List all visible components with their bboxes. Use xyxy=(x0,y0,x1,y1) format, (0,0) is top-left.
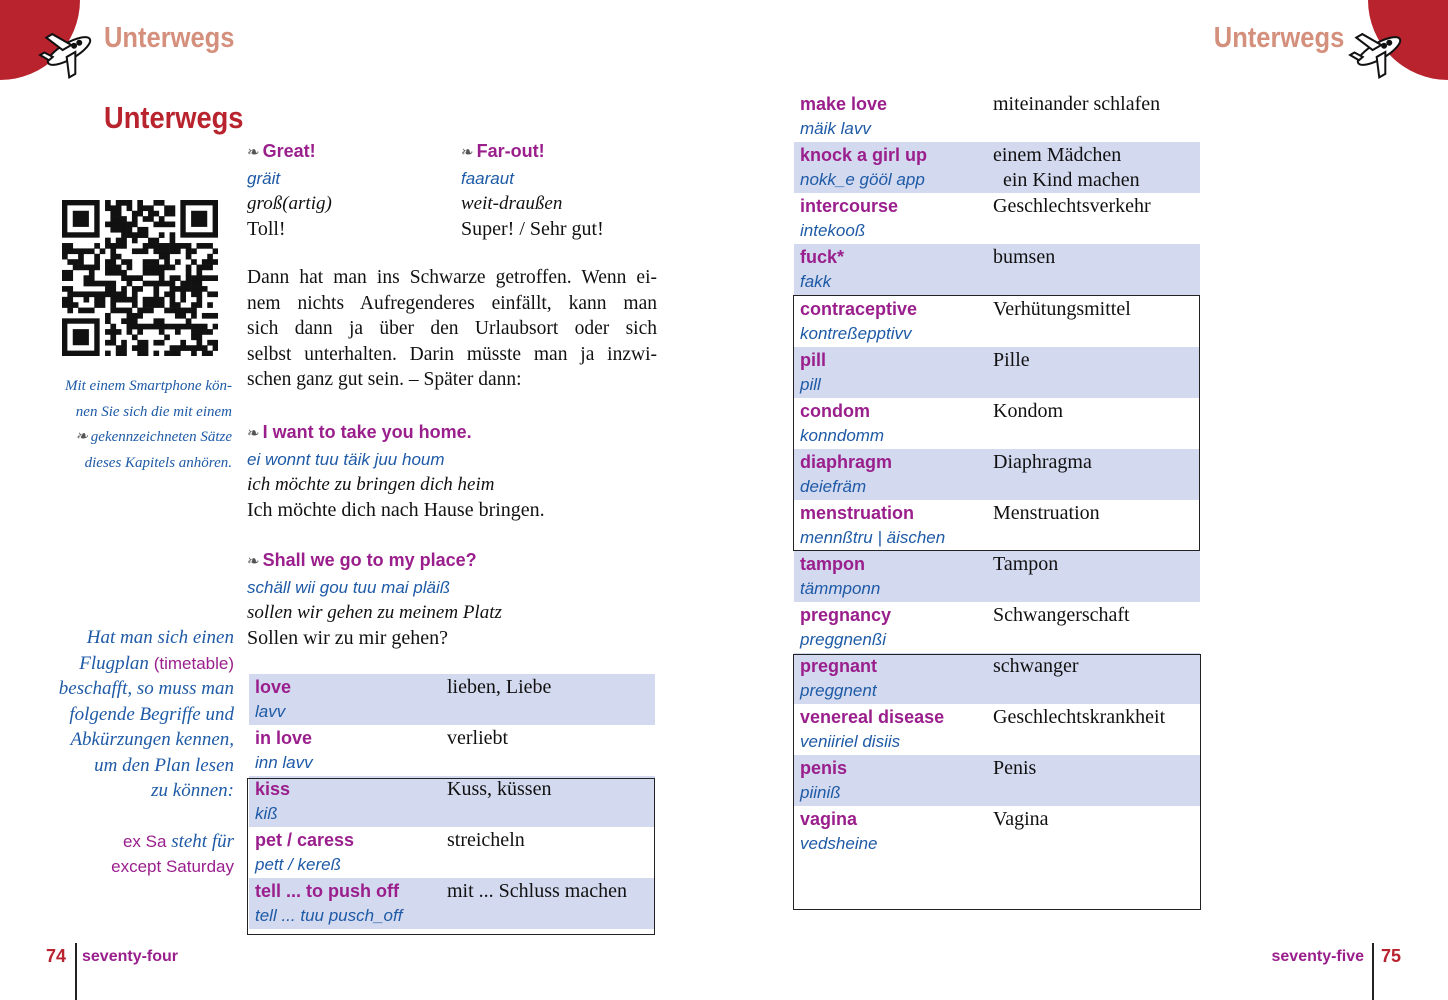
vocab-english: intercourse xyxy=(800,196,899,216)
vocab-english: knock a girl up xyxy=(800,145,928,165)
ear-icon: ❧ xyxy=(461,144,474,161)
running-head-right: Unterwegs xyxy=(1213,22,1344,54)
vocab-pronunciation: mennßtru | äischen xyxy=(800,528,946,547)
page-number-left: 74 xyxy=(46,946,67,966)
qr-caption-line: nen Sie sich die mit einem xyxy=(75,403,232,420)
vocab-pronunciation: vedsheine xyxy=(800,834,878,853)
vocab-box-frame xyxy=(793,654,1201,910)
phrase-literal: sollen wir gehen zu meinem Platz xyxy=(247,602,502,623)
paragraph-line: selbst unterhalten. Darin müsste man ja inzwi- xyxy=(247,343,657,365)
phrase-my-place xyxy=(247,548,502,651)
sidebar-note-line: folgende Begriffe und xyxy=(69,703,234,725)
vocab-german: ein Kind machen xyxy=(1003,169,1140,191)
vocab-german: Pille xyxy=(993,349,1030,371)
ear-icon: ❧ xyxy=(247,144,260,161)
sidebar-note-line: Hat man sich einen xyxy=(86,627,234,648)
phrase-literal: weit-draußen xyxy=(461,193,563,214)
sidebar-note-line: Flugplan (timetable) xyxy=(79,652,234,674)
vocab-pronunciation: veniiriel disiis xyxy=(800,732,901,751)
running-head-left: Unterwegs xyxy=(104,22,235,54)
vocab-german: Geschlechtsverkehr xyxy=(993,195,1151,217)
vocab-pronunciation: intekooß xyxy=(800,221,866,240)
vocab-german: Schwangerschaft xyxy=(993,604,1130,626)
page-word-right: seventy-five xyxy=(1271,948,1364,965)
phrase-english: ❧ Great! xyxy=(247,141,316,161)
page-word-left: seventy-four xyxy=(82,948,179,965)
vocab-english: pregnant xyxy=(800,656,878,676)
vocab-english: in love xyxy=(255,728,313,748)
vocab-english: diaphragm xyxy=(800,452,893,472)
vocab-english: pregnancy xyxy=(800,605,892,625)
vocab-pronunciation: kontreßepptivv xyxy=(800,324,912,343)
vocab-german: streicheln xyxy=(447,829,525,851)
vocab-row xyxy=(794,193,1200,244)
sidebar-note xyxy=(20,625,234,880)
vocab-english: condom xyxy=(800,401,870,421)
vocab-pronunciation: inn lavv xyxy=(255,753,313,772)
vocab-row xyxy=(249,725,655,776)
phrase-german: Super! / Sehr gut! xyxy=(461,217,604,240)
vocab-english: pill xyxy=(800,350,826,370)
vocab-german: Diaphragma xyxy=(993,451,1092,473)
abbreviation-example: ex Sa steht für xyxy=(122,830,234,852)
vocab-row xyxy=(794,244,1200,295)
airplane-icon xyxy=(38,22,100,80)
vocab-english: make love xyxy=(800,94,888,114)
vocab-english: kiss xyxy=(255,779,291,799)
vocab-box-frame xyxy=(247,778,655,935)
vocab-english: fuck* xyxy=(800,247,845,267)
phrase-literal: ich möchte zu bringen dich heim xyxy=(247,474,495,495)
page-divider-left xyxy=(75,943,77,1000)
sidebar-note-line: zu können: xyxy=(151,780,234,801)
vocab-english: menstruation xyxy=(800,503,915,523)
vocab-pronunciation: tell ... tuu pusch_off xyxy=(255,906,403,925)
phrase-english: ❧ Far-out! xyxy=(461,141,545,161)
vocab-pronunciation: piiniß xyxy=(800,783,841,802)
qr-code xyxy=(62,200,218,356)
phrase-pronunciation: schäll wii gou tuu mai pläiß xyxy=(247,577,451,597)
phrase-far-out xyxy=(461,139,604,242)
vocab-german: Vagina xyxy=(993,808,1049,830)
phrase-great xyxy=(247,139,332,242)
phrase-english: ❧ Shall we go to my place? xyxy=(247,550,477,570)
timetable-term: (timetable) xyxy=(153,653,234,673)
vocab-pronunciation: tämmponn xyxy=(800,579,881,598)
vocab-german: miteinander schlafen xyxy=(993,93,1161,115)
qr-caption-line: dieses Kapitels anhören. xyxy=(84,454,232,471)
page-number-right: 75 xyxy=(1381,946,1402,966)
ear-icon: ❧ xyxy=(247,425,260,442)
qr-caption-line: Mit einem Smartphone kön- xyxy=(64,378,232,394)
paragraph-line: nem nichts Aufregenderes einfällt, kann man xyxy=(247,292,657,314)
vocab-german: Kuss, küssen xyxy=(447,778,552,800)
vocab-english: penis xyxy=(800,758,848,778)
qr-caption xyxy=(30,374,232,476)
vocab-german: Kondom xyxy=(993,400,1063,422)
phrase-pronunciation: faaraut xyxy=(461,168,514,188)
vocab-german: Menstruation xyxy=(993,502,1100,524)
vocab-german: Penis xyxy=(993,757,1037,779)
vocab-row xyxy=(794,142,1200,193)
vocab-german: bumsen xyxy=(993,246,1056,268)
section-title: Unterwegs xyxy=(104,100,244,135)
vocab-pronunciation: pill xyxy=(800,375,821,394)
vocab-german: schwanger xyxy=(993,655,1079,677)
ear-icon: ❧ xyxy=(75,429,88,446)
vocab-english: contraceptive xyxy=(800,299,918,319)
qr-caption-line: ❧ gekennzeichneten Sätze xyxy=(75,429,232,446)
phrase-literal: groß(artig) xyxy=(247,193,332,214)
phrase-german: Sollen wir zu mir gehen? xyxy=(247,626,449,649)
page-divider-right xyxy=(1372,943,1374,1000)
phrase-english: ❧ I want to take you home. xyxy=(247,422,472,442)
phrase-pronunciation: ei wonnt tuu täik juu houm xyxy=(247,449,445,469)
vocab-pronunciation: konndomm xyxy=(800,426,885,445)
vocab-pronunciation: mäik lavv xyxy=(800,119,871,138)
vocab-box-frame xyxy=(793,295,1200,551)
vocab-german: Geschlechtskrankheit xyxy=(993,706,1166,728)
sidebar-note-line: beschafft, so muss man xyxy=(58,678,234,699)
vocab-pronunciation: pett / kereß xyxy=(255,855,341,874)
sidebar-note-line: um den Plan lesen xyxy=(94,754,234,776)
vocab-english: venereal disease xyxy=(800,707,945,727)
vocab-english: vagina xyxy=(800,809,858,829)
vocab-row xyxy=(794,551,1200,602)
vocab-row xyxy=(794,91,1200,142)
vocab-german: verliebt xyxy=(447,727,509,749)
vocab-german: Tampon xyxy=(993,553,1059,575)
vocab-german: mit ... Schluss machen xyxy=(447,880,627,902)
vocab-pronunciation: preggnenßi xyxy=(800,630,887,649)
phrase-pronunciation: gräit xyxy=(247,168,281,188)
vocab-pronunciation: preggnent xyxy=(800,681,877,700)
paragraph-line: schen ganz gut sein. – Später dann: xyxy=(247,369,522,390)
vocab-english: tampon xyxy=(800,554,865,574)
vocab-german: Verhütungsmittel xyxy=(993,298,1131,320)
vocab-pronunciation: kiß xyxy=(255,804,278,823)
phrase-take-you-home xyxy=(247,420,545,523)
vocab-row xyxy=(794,602,1200,653)
sidebar-note-line: Abkürzungen kennen, xyxy=(70,729,234,750)
paragraph-line: Dann hat man ins Schwarze getroffen. Wenn ei- xyxy=(247,267,657,288)
abbreviation-full: except Saturday xyxy=(111,857,234,876)
vocab-german: einem Mädchen xyxy=(993,144,1122,166)
vocab-english: tell ... to push off xyxy=(255,881,399,901)
airplane-icon xyxy=(1348,22,1410,80)
vocab-pronunciation: nokk_e gööl app xyxy=(800,170,925,189)
body-paragraph xyxy=(247,265,657,393)
ear-icon: ❧ xyxy=(247,553,260,570)
vocab-pronunciation: lavv xyxy=(255,702,286,721)
phrase-german: Toll! xyxy=(247,217,286,240)
paragraph-line: sich dann ja über den Urlaubsort oder sich xyxy=(247,318,657,339)
vocab-english: love xyxy=(255,677,292,697)
vocab-pronunciation: fakk xyxy=(800,272,832,291)
vocab-german: lieben, Liebe xyxy=(447,676,552,698)
vocab-english: pet / caress xyxy=(255,830,355,850)
vocab-pronunciation: deiefräm xyxy=(800,477,867,496)
phrase-german: Ich möchte dich nach Hause bringen. xyxy=(247,498,545,521)
vocab-row xyxy=(249,674,655,725)
